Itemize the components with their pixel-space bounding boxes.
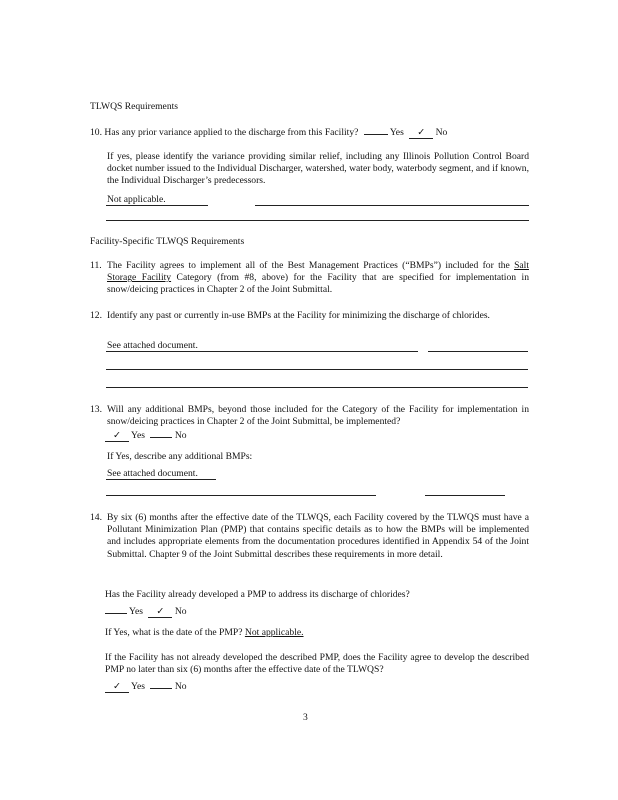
question-14-develop-options (105, 679, 187, 693)
no-label: No (174, 681, 187, 692)
no-checkbox-blank[interactable] (150, 679, 172, 689)
question-13-followup: If Yes, describe any additional BMPs: (107, 451, 253, 462)
question-14-pmp-date (105, 627, 369, 639)
question-11-number: 11. (90, 260, 102, 271)
question-14-number: 14. (90, 512, 102, 523)
yes-checkbox-blank[interactable] (364, 125, 388, 135)
pmp-date-answer[interactable]: Not applicable. (244, 627, 304, 638)
section-heading-tlwqs-requirements: TLWQS Requirements (90, 101, 179, 112)
yes-label: Yes (131, 430, 146, 441)
answer-line (428, 351, 528, 352)
question-11-text (107, 260, 529, 297)
answer-line (106, 495, 376, 496)
question-12-number: 12. (90, 310, 102, 321)
yes-checkbox-blank[interactable] (105, 604, 127, 614)
question-text: Has any prior variance applied to the discharge from this Facility? (104, 127, 359, 138)
yes-checkbox-checked[interactable]: ✓ (105, 682, 129, 693)
yes-label: Yes (131, 681, 146, 692)
question-10-answer[interactable]: Not applicable. (107, 194, 166, 205)
yes-label: Yes (389, 127, 404, 138)
page-number: 3 (303, 712, 308, 723)
question-11-part1: The Facility agrees to implement all of the Best Management Practices (“BMPs”) included for the (107, 260, 510, 271)
question-11-part2: Category (from #8, above) for the Facility that are specified for implementation in snow/deicing practices in Chapter 2 of the Joint Submittal. (107, 272, 529, 296)
question-14-statement: By six (6) months after the effective date of the TLWQS, each Facility covered by the TLWQS must have a Pollutant Minimization Plan (PMP) that contains specific details as to how the BMPs will be implemented and includes appropriate elements from the documentation procedures identified in Appendix 54 of the Joint Submittal. Chapter 9 of the Joint Submittal describes these requirements in more detail. (107, 512, 529, 560)
no-checkbox-blank[interactable] (150, 428, 172, 438)
answer-line (106, 369, 528, 370)
question-12-text: Identify any past or currently in-use BMPs at the Facility for minimizing the discharge of chlorides. (107, 310, 490, 321)
answer-line (425, 495, 505, 496)
answer-line (106, 205, 208, 206)
no-label: No (174, 430, 187, 441)
answer-line (106, 387, 528, 388)
no-label: No (435, 127, 448, 138)
answer-line (106, 351, 418, 352)
pmp-date-question: If Yes, what is the date of the PMP? (105, 627, 243, 638)
no-label: No (174, 606, 187, 617)
no-checkbox-checked[interactable]: ✓ (409, 128, 433, 139)
question-13-answer[interactable]: See attached document. (107, 468, 198, 479)
section-heading-facility-specific: Facility-Specific TLWQS Requirements (90, 236, 245, 247)
question-13-text: Will any additional BMPs, beyond those included for the Category of the Facility for implementation in snow/deicing practices in Chapter 2 of the Joint Submittal, be implemented? (107, 404, 529, 428)
question-10-followup: If yes, please identify the variance providing similar relief, including any Illinois Pollution Control Board docket number issued to the Individual Discharger, watershed, water body, waterbody segment, and if known, the Individual Discharger’s predecessors. (107, 151, 529, 187)
question-12-answer[interactable]: See attached document. (107, 340, 198, 351)
question-14-develop-pmp: If the Facility has not already developed the described PMP, does the Facility agree to develop the described PMP no later than six (6) months after the effective date of the TLWQS? (105, 652, 529, 676)
answer-line (106, 220, 529, 221)
answer-line (255, 205, 529, 206)
question-14-pmp-question: Has the Facility already developed a PMP to address its discharge of chlorides? (105, 589, 410, 600)
question-14-pmp-options (105, 604, 187, 618)
yes-label: Yes (129, 606, 144, 617)
question-13-options (105, 428, 187, 442)
question-10 (90, 125, 447, 139)
answer-line (106, 479, 216, 480)
no-checkbox-checked[interactable]: ✓ (148, 607, 172, 618)
question-13-number: 13. (90, 404, 102, 415)
category-fill-field[interactable]: Salt Storage Facility (107, 260, 529, 284)
question-number: 10. (90, 127, 102, 138)
yes-checkbox-checked[interactable]: ✓ (105, 431, 129, 442)
